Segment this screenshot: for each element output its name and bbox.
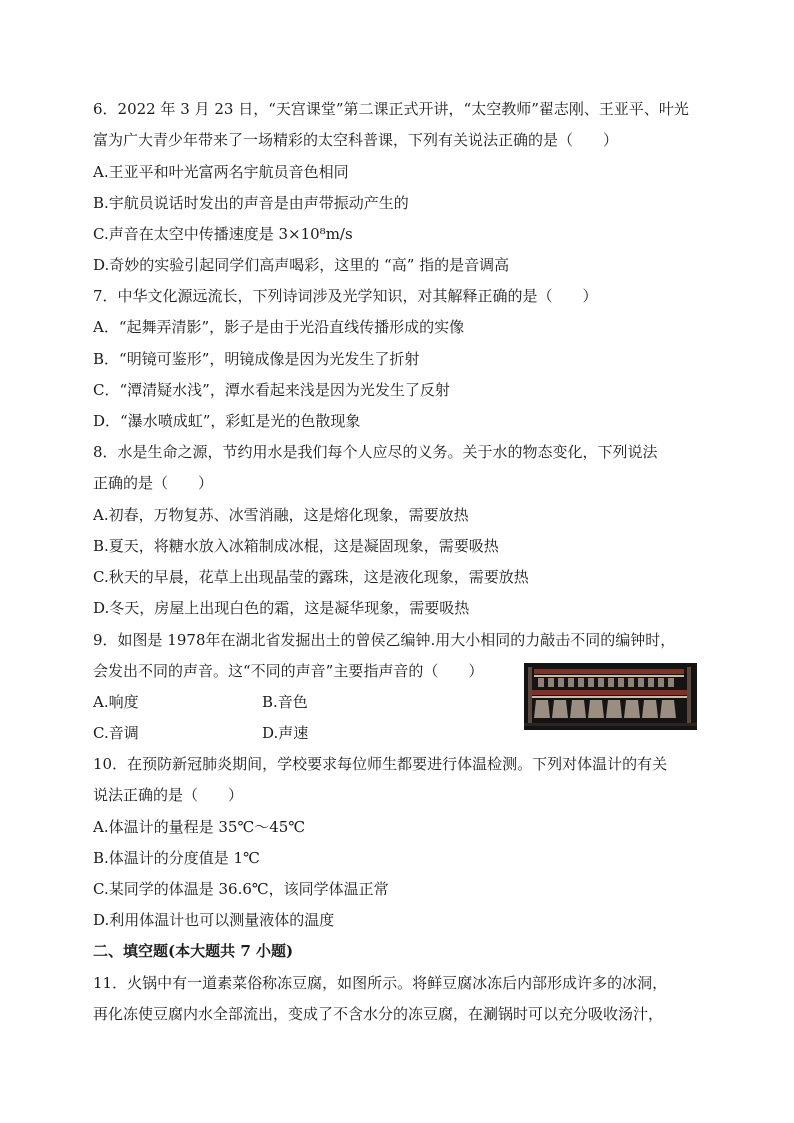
chime-bells-photo: [524, 663, 697, 730]
section-heading: 二、填空题(本大题共 7 小题): [93, 942, 294, 960]
q10-option-a: A.体温计的量程是 35℃～45℃: [93, 818, 306, 836]
q9-option-a: A.响度: [93, 693, 139, 711]
q10-option-d: D.利用体温计也可以测量液体的温度: [93, 911, 335, 929]
q8-option-a: A.初春，万物复苏、冰雪消融，这是熔化现象，需要放热: [93, 506, 469, 524]
q6-option-a: A.王亚平和叶光富两名宇航员音色相同: [93, 163, 349, 181]
q6-option-d: D.奇妙的实验引起同学们高声喝彩，这里的 “高” 指的是音调高: [93, 256, 510, 274]
q7-stem-line-1: 7．中华文化源远流长，下列诗词涉及光学知识，对其解释正确的是（ ）: [93, 287, 598, 305]
chime-bells-illustration: [524, 663, 697, 730]
q10-stem-line-2: 说法正确的是（ ）: [93, 786, 244, 804]
q8-option-c: C.秋天的早晨，花草上出现晶莹的露珠，这是液化现象，需要放热: [93, 568, 529, 586]
q7-option-d: D．“瀑水喷成虹”，彩虹是光的色散现象: [93, 412, 361, 430]
q6-option-b: B.宇航员说话时发出的声音是由声带振动产生的: [93, 194, 409, 212]
q7-option-c: C．“潭清疑水浅”，潭水看起来浅是因为光发生了反射: [93, 381, 450, 399]
q6-stem-line-2: 富为广大青少年带来了一场精彩的太空科普课，下列有关说法正确的是（ ）: [93, 131, 619, 149]
q10-option-c: C.某同学的体温是 36.6℃，该同学体温正常: [93, 880, 389, 898]
q10-stem-line-1: 10．在预防新冠肺炎期间，学校要求每位师生都要进行体温检测。下列对体温计的有关: [93, 755, 668, 773]
q8-option-b: B.夏天，将糖水放入冰箱制成冰棍，这是凝固现象，需要吸热: [93, 537, 499, 555]
q6-stem-line-1: 6．2022 年 3 月 23 日，“天宫课堂”第二课正式开讲，“太空教师”翟志刚、王亚平、叶光: [93, 100, 689, 118]
q9-option-d: D.声速: [262, 724, 309, 742]
q11-line-1: 11．火锅中有一道素菜俗称冻豆腐，如图所示。将鲜豆腐冰冻后内部形成许多的冰洞，: [93, 974, 668, 992]
q8-option-d: D.冬天，房屋上出现白色的霜，这是凝华现象，需要吸热: [93, 599, 470, 617]
q7-option-b: B．“明镜可鉴形”，明镜成像是因为光发生了折射: [93, 350, 420, 368]
q8-stem-line-2: 正确的是（ ）: [93, 474, 214, 492]
q11-line-2: 再化冻使豆腐内水全部流出，变成了不含水分的冻豆腐，在涮锅时可以充分吸收汤汁，: [93, 1005, 664, 1023]
q9-option-b: B.音色: [262, 693, 308, 711]
q6-option-c: C.声音在太空中传播速度是 3×10⁸m/s: [93, 225, 353, 243]
q7-option-a: A．“起舞弄清影”，影子是由于光沿直线传播形成的实像: [93, 318, 465, 336]
q9-stem-line-2: 会发出不同的声音。这“不同的声音”主要指声音的（ ）: [93, 662, 484, 680]
q8-stem-line-1: 8．水是生命之源，节约用水是我们每个人应尽的义务。关于水的物态变化，下列说法: [93, 443, 658, 461]
q9-option-c: C.音调: [93, 724, 139, 742]
q10-option-b: B.体温计的分度值是 1℃: [93, 849, 260, 867]
q9-stem-line-1: 9．如图是 1978年在湖北省发掘出土的曾侯乙编钟.用大小相同的力敲击不同的编钟时，: [93, 631, 676, 649]
